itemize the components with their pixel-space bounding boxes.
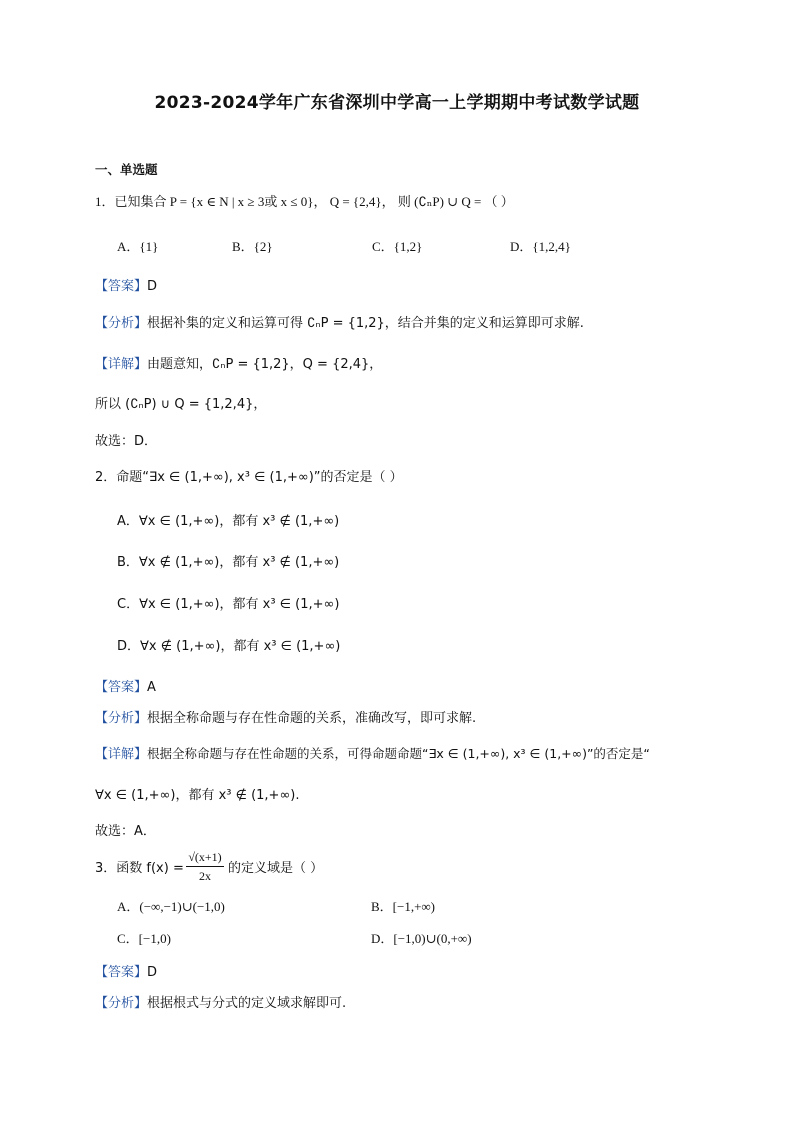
- question-2-conclusion: 故选：A．: [95, 824, 156, 839]
- question-2-option-c: C．∀x ∈ (1,+∞)，都有 x³ ∈ (1,+∞): [117, 597, 340, 612]
- fraction-denominator: 2x: [199, 869, 211, 883]
- document-title: 2023-2024学年广东省深圳中学高一上学期期中考试数学试题: [154, 93, 640, 113]
- detail-tag: 【详解】: [95, 357, 148, 372]
- question-3-option-c: C．[−1,0): [117, 931, 171, 946]
- question-2-option-d: D．∀x ∉ (1,+∞)，都有 x³ ∈ (1,+∞): [117, 639, 341, 654]
- question-2-stem: 2．命题“∃x ∈ (1,+∞), x³ ∈ (1,+∞)”的否定是（ ）: [95, 470, 403, 485]
- answer-value: D: [147, 965, 158, 980]
- detail-text: 根据全称命题与存在性命题的关系，可得命题命题“∃x ∈ (1,+∞), x³ ∈ (1,+∞)”的否定是“: [147, 746, 650, 761]
- detail-tag: 【详解】: [95, 747, 148, 762]
- question-1-conclusion: 故选：D．: [95, 434, 158, 449]
- question-1-option-d: D．{1,2,4}: [510, 239, 571, 254]
- question-1-option-a: A．{1}: [117, 239, 159, 254]
- question-3-answer: [95, 962, 157, 983]
- question-3-analysis: [95, 993, 346, 1014]
- question-1-answer: [95, 276, 157, 297]
- answer-value: A: [147, 680, 156, 695]
- question-1-option-b: B．{2}: [232, 239, 273, 254]
- question-3-fraction: [186, 849, 224, 884]
- fraction-bar: [186, 866, 224, 867]
- question-3-option-b: B．[−1,+∞): [371, 899, 436, 914]
- question-2-detail-line-2: ∀x ∈ (1,+∞)，都有 x³ ∉ (1,+∞).: [95, 788, 300, 803]
- question-2-option-a: A．∀x ∈ (1,+∞)，都有 x³ ∉ (1,+∞): [117, 514, 340, 529]
- question-3-option-d: D．[−1,0)∪(0,+∞): [371, 931, 472, 946]
- question-3-stem-suffix: 的定义域是（ ）: [228, 861, 324, 876]
- question-1-detail: [95, 354, 382, 375]
- detail-text: 由题意知，∁ₙP = {1,2}，Q = {2,4}，: [147, 357, 383, 372]
- question-1-option-c: C．{1,2}: [372, 239, 423, 254]
- analysis-tag: 【分析】: [95, 316, 148, 331]
- fraction-numerator: √(x+1): [188, 850, 222, 864]
- answer-tag: 【答案】: [95, 965, 148, 980]
- question-2-detail: [95, 744, 650, 765]
- question-2-option-b: B．∀x ∉ (1,+∞)，都有 x³ ∉ (1,+∞): [117, 555, 340, 570]
- section-heading: 一、单选题: [95, 162, 158, 177]
- question-1-detail-line-2: 所以 (∁ₙP) ∪ Q = {1,2,4}，: [95, 397, 267, 412]
- question-2-analysis: [95, 708, 476, 729]
- question-3-option-a: A．(−∞,−1)∪(−1,0): [117, 899, 225, 914]
- analysis-text: 根据全称命题与存在性命题的关系，准确改写，即可求解.: [147, 711, 477, 726]
- analysis-text: 根据补集的定义和运算可得 ∁ₙP = {1,2}，结合并集的定义和运算即可求解.: [147, 316, 584, 331]
- analysis-tag: 【分析】: [95, 711, 148, 726]
- analysis-tag: 【分析】: [95, 996, 148, 1011]
- analysis-text: 根据根式与分式的定义域求解即可.: [147, 996, 347, 1011]
- question-1-stem: 1．已知集合 P = {x ∈ N | x ≥ 3或 x ≤ 0}， Q = {2,4}， 则 (∁ₙP) ∪ Q = （ ）: [95, 194, 514, 209]
- answer-tag: 【答案】: [95, 279, 148, 294]
- question-1-analysis: [95, 313, 584, 334]
- question-2-answer: [95, 677, 156, 698]
- question-3-stem-prefix: 3．函数 f(x) =: [95, 861, 184, 876]
- answer-value: D: [147, 279, 158, 294]
- answer-tag: 【答案】: [95, 680, 148, 695]
